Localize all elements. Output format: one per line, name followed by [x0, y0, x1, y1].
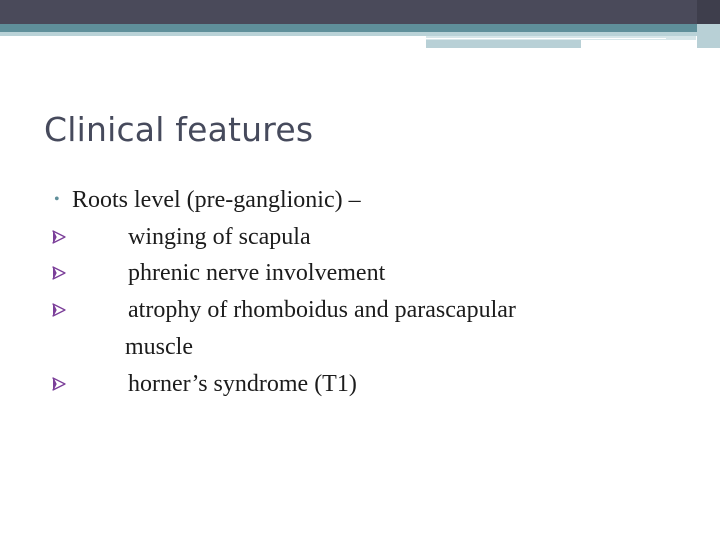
- arrow-bullet-icon: [52, 292, 68, 328]
- arrow-bullet-icon: [52, 255, 68, 291]
- bullet-item: [0, 255, 720, 291]
- bullet-text: winging of scapula: [128, 224, 311, 250]
- header-right-block-dark: [697, 0, 720, 24]
- bullet-text: Roots level (pre-ganglionic) –: [72, 187, 361, 213]
- bullet-text: muscle: [125, 334, 193, 360]
- header-accent-strip-lower: [426, 40, 581, 48]
- bullet-item: [0, 182, 720, 218]
- header-teal-bar: [0, 24, 720, 32]
- bullet-continuation: [0, 329, 720, 365]
- bullet-text: phrenic nerve involvement: [128, 260, 386, 286]
- bullet-text: horner’s syndrome (T1): [128, 371, 357, 397]
- bullet-item: [0, 292, 720, 328]
- header-accent-line: [426, 38, 666, 39]
- arrow-bullet-icon: [52, 219, 68, 255]
- arrow-bullet-icon: [52, 366, 68, 402]
- bullet-dot-icon: •: [54, 191, 60, 208]
- header-dark-bar: [0, 0, 720, 24]
- bullet-text: atrophy of rhomboidus and parascapular: [128, 297, 516, 323]
- slide-title: Clinical features: [44, 110, 314, 149]
- bullet-item: [0, 366, 720, 402]
- bullet-item: [0, 219, 720, 255]
